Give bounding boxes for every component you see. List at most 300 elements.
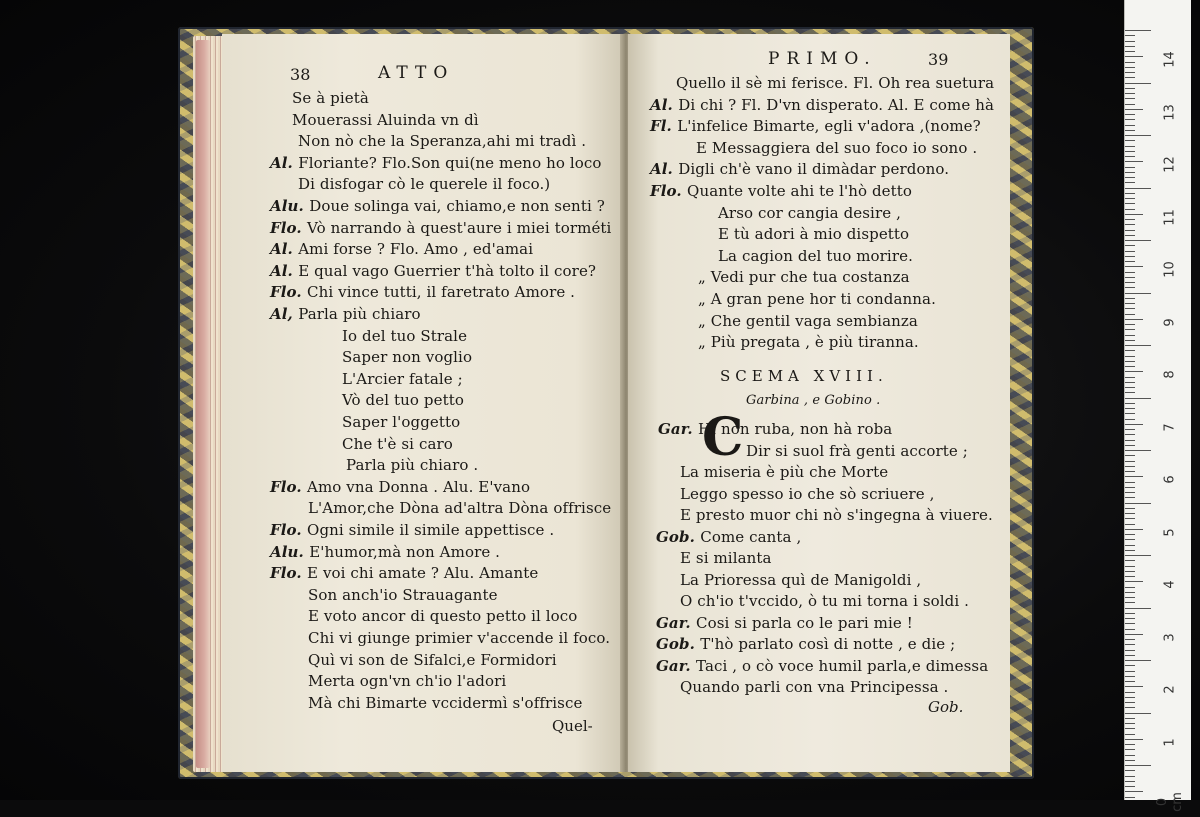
ruler-tick [1125,592,1135,593]
text-line [270,219,611,237]
verse-text: Dir si suol frà genti accorte ; [746,441,968,460]
ruler-tick [1125,251,1135,252]
ruler-tick [1125,114,1135,115]
text-line [650,96,994,114]
ruler-tick [1125,739,1143,740]
ruler-tick [1125,56,1143,57]
ruler-tick [1125,513,1135,514]
text-line [342,348,472,366]
text-line [650,160,949,178]
ruler-tick [1125,182,1135,183]
verse-text: Quando parli con vna Principessa . [680,678,949,696]
ruler-tick [1125,623,1135,624]
text-line [308,629,610,647]
ruler-number: 8 [1162,370,1178,379]
verse-text: Vò del tuo petto [342,391,464,410]
ruler-tick [1125,539,1135,540]
ruler-tick [1125,98,1135,99]
verse-text: Parla più chiaro [298,305,421,323]
ruler-tick [1125,387,1135,388]
ruler-tick [1125,298,1135,299]
text-line [680,485,935,503]
verse-text: Non nò che la Speranza,ahi mi tradì . [298,132,587,151]
ruler-tick [1125,366,1135,367]
ruler-tick [1125,587,1135,588]
text-line [680,506,993,524]
measurement-ruler [1124,0,1191,812]
verse-text: „ Più pregata , è più tiranna. [698,333,919,352]
ruler-tick [1125,734,1135,735]
verse-text: E voto ancor di questo petto il loco [308,607,578,626]
ruler-tick [1125,419,1135,420]
verse-text: L'infelice Bimarte, egli v'adora ,(nome? [677,117,981,136]
left-page [222,34,624,772]
ruler-tick [1125,377,1135,378]
text-line [270,240,533,258]
ruler-tick [1125,62,1135,63]
verse-text: „ Vedi pur che tua costanza [698,268,910,287]
ruler-tick [1125,408,1135,409]
ruler-tick [1125,51,1135,52]
verse-text: Mouerassi Aluinda vn dì [292,110,479,129]
text-line [656,528,801,546]
ruler-number: 2 [1162,685,1178,694]
ruler-tick [1125,550,1135,551]
ruler-tick [1125,125,1135,126]
ruler-tick [1125,193,1135,194]
text-line [308,694,582,712]
ruler-tick [1125,329,1135,330]
ruler-tick [1125,161,1143,162]
ruler-tick [1125,272,1135,273]
verse-text: Vò narrando à quest'aure i miei torméti [307,218,612,237]
verse-text: Ami forse ? Flo. Amo , ed'amai [298,240,534,259]
ruler-tick [1125,30,1151,31]
ruler-tick [1125,424,1143,425]
ruler-number: 7 [1162,422,1178,432]
ruler-tick [1125,340,1135,341]
ruler-tick [1125,324,1135,325]
verse-text: Come canta , [700,527,802,546]
ruler-tick [1125,718,1135,719]
verse-text: Di chi ? Fl. D'vn disperato. Al. E come hà [678,95,995,114]
speaker-label: Alu. [270,197,310,215]
ruler-tick [1125,487,1135,488]
ruler-tick [1125,692,1135,693]
ruler-tick [1125,786,1135,787]
ruler-number: 1 [1162,737,1178,747]
text-line [270,262,596,280]
ruler-number: 9 [1162,317,1178,327]
ruler-tick [1125,676,1135,677]
ruler-tick [1125,629,1135,630]
ruler-tick [1125,83,1151,84]
verse-text: Merta ogn'vn ch'io l'adori [308,672,507,691]
verse-text: Saper l'oggetto [342,413,461,431]
ruler-tick [1125,770,1135,771]
text-line [270,564,538,582]
text-line [292,111,479,129]
ruler-tick [1125,581,1143,582]
speaker-label: Alu. [270,542,310,561]
verse-text: Son anch'io Strauagante [308,585,498,604]
ruler-number: 14 [1162,51,1178,68]
ruler-tick [1125,314,1135,315]
verse-text: E presto muor chi nò s'ingegna à viuere. [680,506,993,524]
ruler-tick [1125,534,1135,535]
ruler-tick [1125,230,1135,231]
ruler-tick [1125,660,1151,661]
speaker-label: Flo. [650,182,688,200]
speaker-label: Flo. [270,218,308,237]
ruler-tick [1125,382,1135,383]
verse-text: L'Arcier fatale ; [342,369,463,388]
scene-heading: SCEMA XVIII. [720,367,888,385]
text-line [270,283,575,301]
ruler-tick [1125,461,1135,462]
ruler-number: 0 cm [1155,792,1185,812]
ruler-tick [1125,146,1135,147]
verse-text: L'Amor,che Dòna ad'altra Dòna offrisce [308,499,612,518]
ruler-tick [1125,214,1143,215]
text-line [656,657,988,675]
text-line [270,197,605,215]
ruler-tick [1125,434,1135,435]
ruler-tick [1125,760,1135,761]
ruler-tick [1125,471,1135,472]
ruler-tick [1125,697,1135,698]
ruler-tick [1125,450,1151,451]
text-line [680,678,948,696]
ruler-tick [1125,41,1135,42]
verse-text: Che t'è si caro [342,434,453,453]
text-line [696,139,977,157]
speaker-label: Al. [270,240,299,259]
ruler-tick [1125,93,1135,94]
ruler-number: 12 [1162,156,1178,173]
ruler-tick [1125,224,1135,225]
verse-text: Quante volte ahi te l'hò detto [687,182,913,200]
verse-text: Se à pietà [292,89,369,107]
ruler-tick [1125,497,1135,498]
ruler-tick [1125,72,1135,73]
text-line [718,247,913,265]
text-line [342,391,464,409]
speaker-label: Gar. [656,613,696,632]
ruler-tick [1125,167,1135,168]
speaker-label: Flo. [270,283,308,302]
ruler-tick [1125,476,1143,477]
ruler-tick [1125,188,1151,189]
ruler-tick [1125,151,1135,152]
ruler-tick [1125,597,1135,598]
ruler-tick [1125,266,1143,267]
ruler-tick [1125,445,1135,446]
ruler-tick [1125,560,1135,561]
text-line [342,327,467,345]
verse-text: E si milanta [680,549,772,567]
ruler-tick [1125,198,1135,199]
ruler-tick [1125,613,1135,614]
verse-text: Quì vi son de Sifalci,e Formidori [308,650,557,669]
ruler-tick [1125,707,1135,708]
ruler-tick [1125,256,1135,257]
text-line [308,607,577,625]
text-line [680,571,921,589]
ruler-number: 6 [1162,475,1178,484]
running-head: ATTO [378,63,455,83]
text-line [718,204,901,222]
ruler-number: 5 [1162,527,1178,537]
ruler-tick [1125,104,1135,105]
ruler-tick [1125,545,1135,546]
verse-text: Chi vince tutti, il faretrato Amore . [307,283,576,302]
ruler-tick [1125,287,1135,288]
page-number: 38 [290,65,311,84]
verse-text: „ Che gentil vaga sembianza [698,311,918,330]
ruler-tick [1125,492,1135,493]
ruler-tick [1125,566,1135,567]
text-line [698,333,919,351]
ruler-tick [1125,282,1135,283]
catchword: Quel- [552,717,593,735]
ruler-tick [1125,728,1135,729]
speaker-label: Fl. [650,117,678,136]
ruler-tick [1125,634,1143,635]
ruler-tick [1125,482,1135,483]
verse-text: Leggo spesso io che sò scriuere , [680,484,935,503]
ruler-number: 3 [1162,632,1178,642]
text-line [298,132,586,150]
text-line [342,413,460,431]
ruler-tick [1125,240,1151,241]
ruler-tick [1125,665,1135,666]
drop-cap: C [702,407,744,468]
ruler-tick [1125,156,1135,157]
verse-text: „ A gran pene hor ti condanna. [698,290,936,308]
ruler-tick [1125,135,1151,136]
ruler-number: 13 [1162,103,1178,121]
verse-text: Di disfogar cò le querele il foco.) [298,175,551,194]
ruler-tick [1125,524,1135,525]
text-line [342,370,463,388]
ruler-tick [1125,723,1135,724]
text-line [270,154,601,172]
ruler-tick [1125,219,1135,220]
verse-text: La Prioressa quì de Manigoldi , [680,570,922,589]
ruler-tick [1125,639,1135,640]
text-line [270,521,554,539]
ruler-tick [1125,88,1135,89]
text-line [308,586,498,604]
page-number: 39 [928,50,949,69]
ruler-tick [1125,308,1135,309]
ruler-tick [1125,345,1151,346]
speaker-label: Al. [270,153,299,172]
ruler-tick [1125,319,1143,320]
speaker-label: Gob. [656,527,701,546]
text-line [650,117,981,135]
ruler-tick [1125,755,1135,756]
ruler-tick [1125,671,1135,672]
text-line [308,651,557,669]
text-line [270,478,530,496]
verse-text: O ch'io t'vccido, ò tu mi torna i soldi . [680,592,970,610]
verse-text: Amo vna Donna . Alu. E'vano [307,477,531,496]
catchword: Gob. [928,698,964,716]
text-line [698,290,936,308]
speaker-label: Gar. [658,420,698,438]
text-line [298,175,550,193]
text-line [656,614,913,632]
ruler-tick [1125,681,1135,682]
ruler-tick [1125,608,1151,609]
scene-persons: Garbina , e Gobino . [746,393,881,408]
speaker-label: Flo. [270,521,308,539]
ruler-number: 11 [1162,208,1178,226]
verse-text: Mà chi Bimarte vccidermì s'offrisce [308,693,583,712]
ruler-tick [1125,403,1135,404]
ruler-number: 4 [1162,580,1178,589]
ruler-tick [1125,398,1151,399]
ruler-tick [1125,702,1135,703]
ruler-tick [1125,293,1151,294]
text-line [342,435,453,453]
speaker-label: Al, [270,305,299,323]
ruler-tick [1125,235,1135,236]
ruler-tick [1125,335,1135,336]
verse-text: La miseria è più che Morte [680,463,889,481]
verse-text: Chi vi giunge primier v'accende il foco. [308,629,611,647]
ruler-tick [1125,35,1135,36]
ruler-tick [1125,791,1143,792]
text-line [746,442,968,460]
ruler-tick [1125,109,1143,110]
ruler-tick [1125,518,1135,519]
ruler-tick [1125,744,1135,745]
text-line [658,420,892,438]
verse-text: Quello il sè mi ferisce. Fl. Oh rea suetura [676,74,995,92]
ruler-tick [1125,529,1143,530]
text-line [650,182,912,200]
verse-text: Doue solinga vai, chiamo,e non senti ? [309,197,605,215]
text-line [698,312,918,330]
ruler-tick [1125,713,1151,714]
ruler-tick [1125,576,1135,577]
ruler-tick [1125,209,1135,210]
ruler-tick [1125,440,1135,441]
ruler-number: 10 [1162,261,1178,278]
verse-text: Arso cor cangia desire , [718,203,901,222]
ruler-tick [1125,781,1135,782]
ruler-tick [1125,140,1135,141]
ruler-tick [1125,203,1135,204]
verse-text: T'hò parlato così di notte , e die ; [700,635,956,653]
verse-text: Ogni simile il simile appettisce . [307,521,555,539]
ruler-tick [1125,508,1135,509]
speaker-label: Flo. [270,564,308,583]
ruler-tick [1125,356,1135,357]
ruler-tick [1125,571,1135,572]
ruler-tick [1125,277,1135,278]
verse-text: Taci , o cò voce humil parla,e dimessa [696,656,989,675]
ruler-tick [1125,765,1151,766]
text-line [292,89,369,107]
text-line [308,672,506,690]
ruler-tick [1125,172,1135,173]
ruler-tick [1125,618,1135,619]
verse-text: E Messaggiera del suo foco io sono . [696,138,978,157]
ruler-tick [1125,67,1135,68]
text-line [270,305,421,323]
ruler-tick [1125,797,1135,798]
ruler-tick [1125,392,1135,393]
right-page [628,34,1010,772]
red-edge-stain [196,40,210,768]
verse-text: E'humor,mà non Amore . [309,542,501,561]
ruler-tick [1125,429,1135,430]
ruler-tick [1125,503,1151,504]
text-line [680,463,888,481]
running-head: PRIMO. [768,49,877,69]
verse-text: E tù adori à mio dispetto [718,225,910,244]
verse-text: Hi non ruba, non hà roba [698,420,893,438]
ruler-tick [1125,245,1135,246]
verse-text: Io del tuo Strale [342,326,468,345]
ruler-tick [1125,119,1135,120]
ruler-tick [1125,371,1143,372]
speaker-label: Al. [650,95,679,114]
ruler-tick [1125,655,1135,656]
text-line [656,635,955,653]
ruler-tick [1125,413,1135,414]
ruler-tick [1125,466,1135,467]
speaker-label: Gar. [656,656,696,675]
text-line [346,456,478,474]
ruler-tick [1125,776,1135,777]
ruler-tick [1125,261,1135,262]
ruler-tick [1125,303,1135,304]
ruler-tick [1125,650,1135,651]
ruler-tick [1125,455,1135,456]
ruler-tick [1125,130,1135,131]
verse-text: Floriante? Flo.Son qui(ne meno ho loco [298,153,602,172]
verse-text: La cagion del tuo morire. [718,246,913,265]
ruler-tick [1125,77,1135,78]
text-line [676,74,994,92]
verse-text: Parla più chiaro . [346,456,479,475]
text-line [270,543,500,561]
ruler-tick [1125,361,1135,362]
text-line [680,549,772,567]
text-line [698,268,910,286]
ruler-tick [1125,46,1135,47]
verse-text: E voi chi amate ? Alu. Amante [307,564,539,583]
ruler-tick [1125,644,1135,645]
ruler-tick [1125,686,1143,687]
text-line [680,592,969,610]
speaker-label: Al. [270,261,299,280]
verse-text: Digli ch'è vano il dimàdar perdono. [678,160,950,179]
text-line [308,499,611,517]
verse-text: Saper non voglio [342,348,473,367]
verse-text: Cosi si parla co le pari mie ! [696,613,913,632]
ruler-tick [1125,177,1135,178]
speaker-label: Al. [650,160,679,179]
speaker-label: Gob. [656,635,701,653]
verse-text: E qual vago Guerrier t'hà tolto il core? [298,261,597,280]
ruler-tick [1125,350,1135,351]
